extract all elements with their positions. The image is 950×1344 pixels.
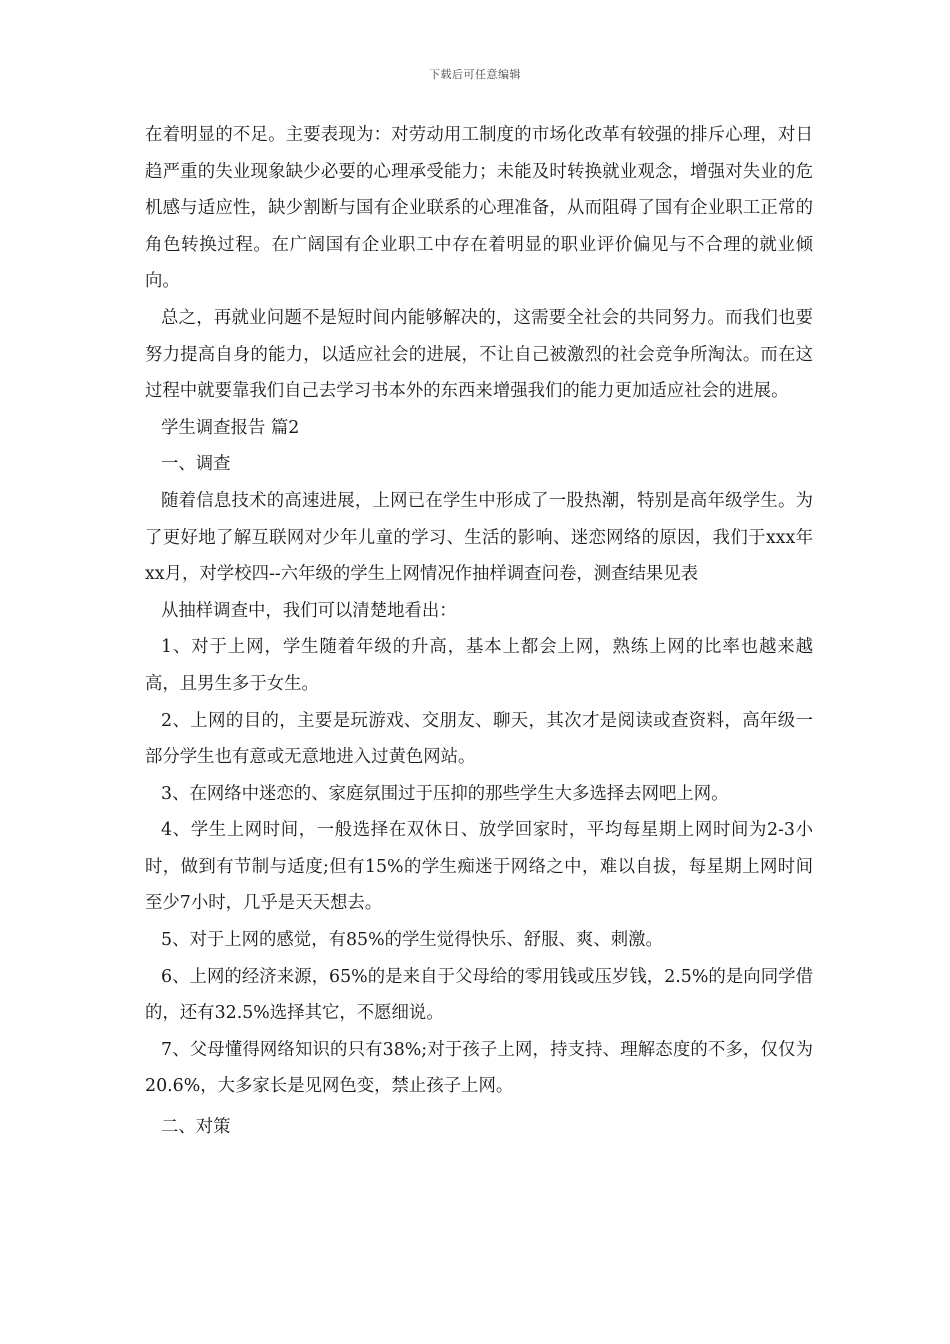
paragraph-2: 总之，再就业问题不是短时间内能够解决的，这需要全社会的共同努力。而我们也要努力提高自身的能力，以适应社会的进展，不让自己被激烈的社会竞争所淘汰。而在这过程中就要靠我们自己去学习书本外的东西来增强我们的能力更加适应社会的进展。 — [145, 307, 813, 402]
heading-investigation: 一、调查 — [161, 454, 231, 475]
finding-6: 6、上网的经济来源，65%的是来自于父母给的零用钱或压岁钱，2.5%的是向同学借的，还有32.5%选择其它，不愿细说。 — [145, 966, 813, 1024]
finding-7: 7、父母懂得网络知识的只有38%;对于孩子上网，持支持、理解态度的不多，仅仅为20.6%，大多家长是见网色变，禁止孩子上网。 — [145, 1039, 813, 1097]
heading-countermeasures: 二、对策 — [161, 1117, 231, 1138]
finding-2: 2、上网的目的，主要是玩游戏、交朋友、聊天，其次才是阅读或查资料，高年级一部分学生也有意或无意地进入过黄色网站。 — [145, 710, 813, 768]
page-header: 下载后可任意编辑 — [429, 68, 521, 81]
finding-5: 5、对于上网的感觉，有85%的学生觉得快乐、舒服、爽、刺激。 — [161, 930, 663, 951]
finding-1: 1、对于上网，学生随着年级的升高，基本上都会上网，熟练上网的比率也越来越高，且男生多于女生。 — [145, 637, 813, 694]
section-title: 学生调查报告 篇2 — [161, 417, 300, 438]
paragraph-1: 在着明显的不足。主要表现为：对劳动用工制度的市场化改革有较强的排斥心理，对日趋严重的失业现象缺少必要的心理承受能力；未能及时转换就业观念，增强对失业的危机感与适应性，缺少割断与国有企业联系的心理准备，从而阻碍了国有企业职工正常的角色转换过程。在广阔国有企业职工中存在着明显的职业评价偏见与不合理的就业倾向。 — [145, 125, 813, 292]
paragraph-4: 从抽样调查中，我们可以清楚地看出： — [161, 600, 457, 621]
finding-4: 4、学生上网时间，一般选择在双休日、放学回家时，平均每星期上网时间为2-3小时，做到有节制与适度;但有15%的学生痴迷于网络之中，难以自拔，每星期上网时间至少7小时，几乎是天天想去。 — [145, 820, 813, 914]
finding-3: 3、在网络中迷恋的、家庭氛围过于压抑的那些学生大多选择去网吧上网。 — [161, 783, 729, 804]
paragraph-3: 随着信息技术的高速进展，上网已在学生中形成了一股热潮，特别是高年级学生。为了更好地了解互联网对少年儿童的学习、生活的影响、迷恋网络的原因，我们于xxx年xx月，对学校四--六年级的学生上网情况作抽样调查问卷，测查结果见表 — [145, 490, 813, 585]
document-body — [145, 117, 813, 1146]
